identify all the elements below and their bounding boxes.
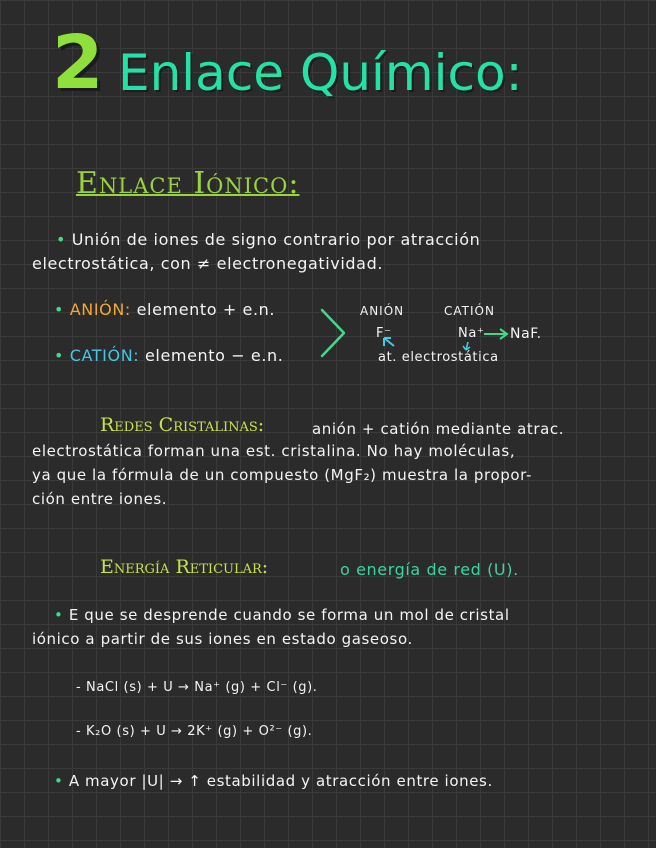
crystal-lattice-line2: electrostática forman una est. cristalina. No hay moléculas,	[32, 442, 516, 460]
bullet-icon: •	[54, 346, 65, 365]
crystal-lattice-line3: ya que la fórmula de un compuesto (MgF₂) muestra la propor-	[32, 466, 532, 484]
bullet-icon: •	[56, 230, 67, 249]
stability-note	[54, 772, 493, 790]
diagram-product: NaF.	[510, 326, 542, 342]
cation-label: CATIÓN:	[69, 346, 140, 365]
bullet-icon: •	[54, 606, 64, 624]
diagram-cation-label: CATIÓN	[444, 304, 495, 318]
section-number: 2	[52, 20, 104, 106]
small-arrow-icon	[463, 342, 470, 350]
page-title: Enlace Químico:	[118, 44, 523, 102]
stability-text: A mayor |U| → ↑ estabilidad y atracción entre iones.	[68, 772, 493, 790]
crystal-lattice-heading: Redes Cristalinas:	[100, 414, 265, 436]
cation-text: elemento − e.n.	[144, 346, 284, 365]
bullet-icon: •	[54, 300, 65, 319]
anion-text: elemento + e.n.	[136, 300, 276, 319]
diagram-anion-ion: F⁻	[376, 326, 392, 341]
anion-label: ANIÓN:	[69, 300, 131, 319]
crystal-lattice-line1: anión + catión mediante atrac.	[312, 420, 565, 438]
lattice-energy-subtitle: o energía de red (U).	[340, 560, 519, 579]
diagram-anion-label: ANIÓN	[360, 304, 405, 318]
bullet-icon: •	[54, 772, 64, 790]
lattice-energy-heading: Energía Reticular:	[100, 556, 269, 578]
diagram-cation-ion: Na⁺	[458, 326, 485, 341]
ionic-definition-line2: electrostática, con ≠ electronegatividad.	[32, 254, 384, 273]
ionic-definition-text1: Unión de iones de signo contrario por atracción	[71, 230, 481, 249]
diagram-caption: at. electrostática	[378, 350, 499, 365]
arrow-right-icon	[484, 329, 507, 339]
lattice-energy-definition-line2: iónico a partir de sus iones en estado gaseoso.	[32, 630, 413, 648]
ionic-bond-heading: Enlace Iónico:	[76, 166, 300, 201]
lattice-energy-definition-line1	[54, 606, 510, 624]
lattice-energy-text1: E que se desprende cuando se forma un mol de cristal	[68, 606, 510, 624]
bracket-icon	[322, 310, 344, 356]
crystal-lattice-line4: ción entre iones.	[32, 490, 168, 508]
equation-k2o: - K₂O (s) + U → 2K⁺ (g) + O²⁻ (g).	[76, 724, 313, 739]
equation-nacl: - NaCl (s) + U → Na⁺ (g) + Cl⁻ (g).	[76, 680, 318, 695]
